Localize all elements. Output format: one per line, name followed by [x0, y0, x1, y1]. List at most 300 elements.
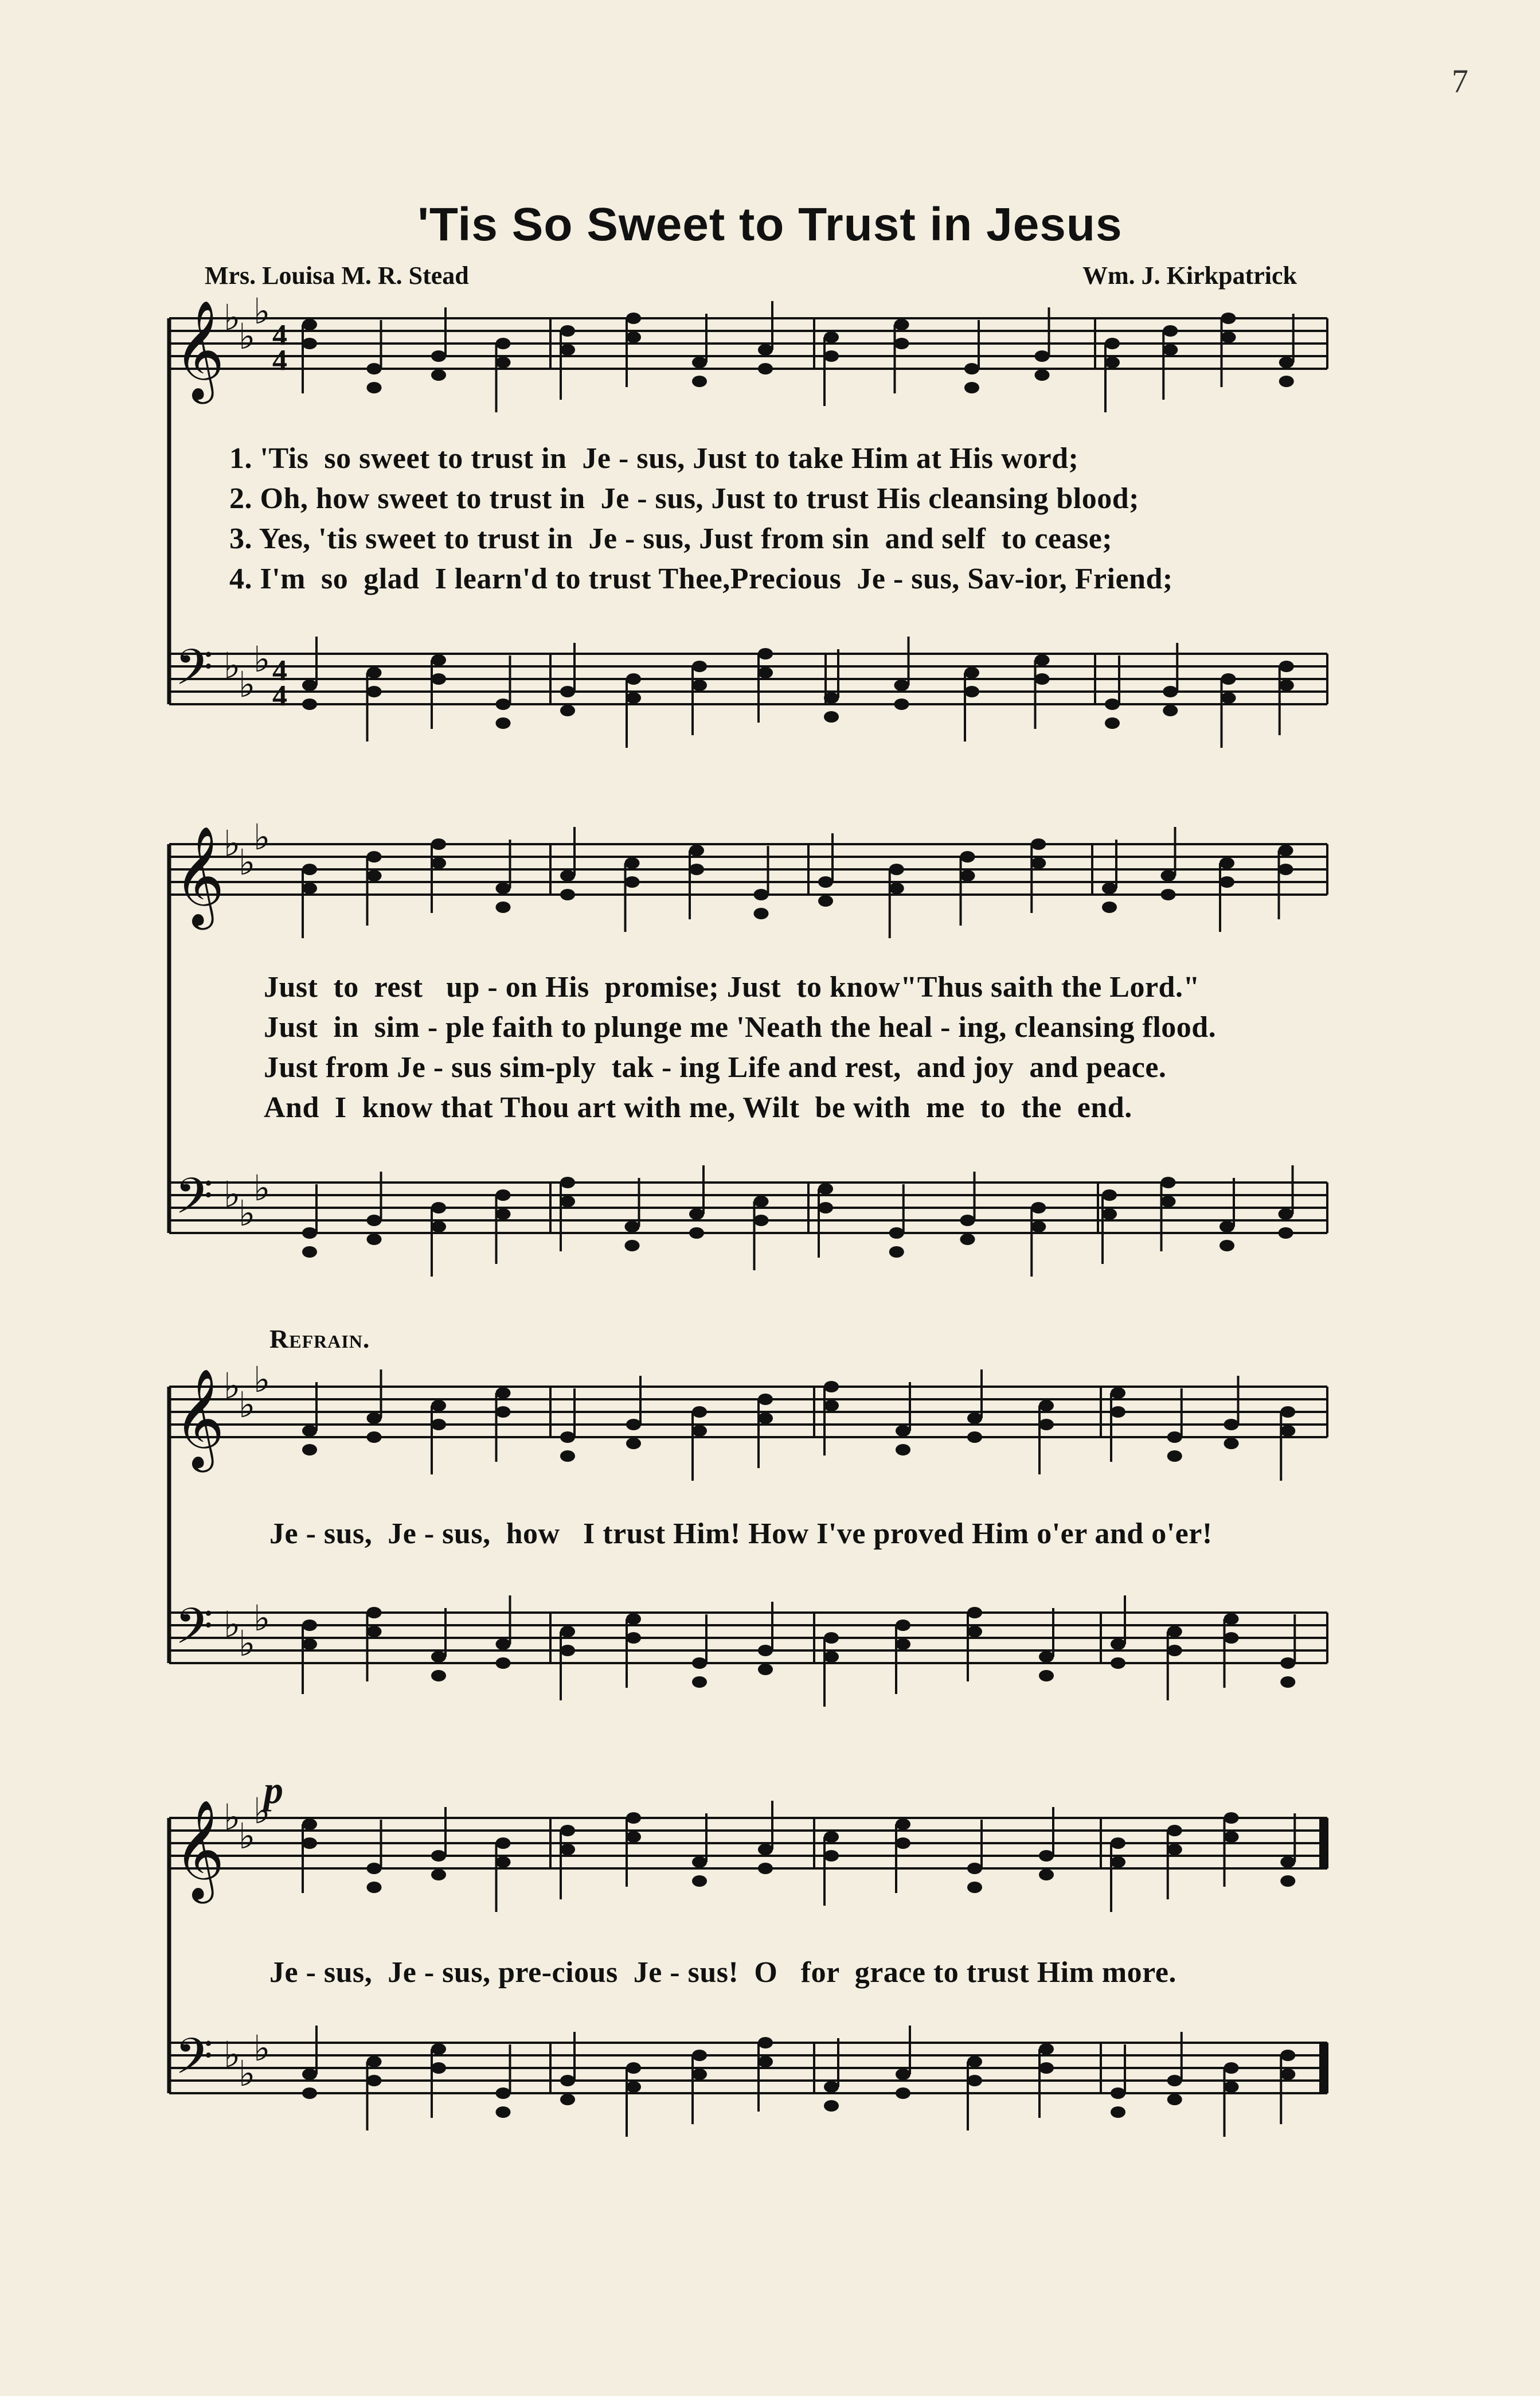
- bass-note: [692, 680, 707, 691]
- treble-note: [896, 1819, 910, 1830]
- bass-note: [367, 1234, 382, 1245]
- bass-note: [431, 2043, 446, 2055]
- bass-note: [1220, 1240, 1234, 1251]
- bass-note: [1105, 698, 1120, 710]
- bass-note: [626, 1613, 641, 1625]
- treble-note: [1111, 1837, 1125, 1849]
- bass-note: [692, 2050, 707, 2061]
- treble-note: [896, 1837, 910, 1849]
- treble-note: [754, 889, 769, 900]
- bass-note: [1035, 673, 1050, 685]
- treble-note: [692, 1856, 707, 1868]
- treble-note: [1102, 902, 1117, 913]
- treble-note: [302, 883, 317, 894]
- bass-note: [758, 667, 773, 678]
- treble-note: [896, 1425, 910, 1437]
- bass-note: [560, 1626, 575, 1637]
- treble-note: [626, 1438, 641, 1449]
- refrain-label: Refrain.: [269, 1324, 370, 1353]
- bass-note: [1221, 673, 1236, 685]
- bass-note: [1224, 1613, 1239, 1625]
- treble-note: [560, 1844, 575, 1855]
- bass-note: [367, 686, 382, 697]
- treble-note: [824, 1850, 839, 1862]
- treble-note: [1280, 1875, 1295, 1887]
- flat-sign: ♭: [224, 2034, 241, 2075]
- bass-note: [1111, 1657, 1125, 1669]
- flat-sign: ♭: [224, 1796, 241, 1838]
- bass-note: [754, 1196, 769, 1207]
- bass-note: [626, 1632, 641, 1644]
- bass-note: [1163, 686, 1178, 697]
- flat-sign: ♭: [253, 1167, 271, 1209]
- time-signature-digit: 4: [272, 319, 287, 352]
- treble-clef: 𝄞: [174, 1368, 225, 1468]
- bass-note: [689, 1208, 704, 1220]
- treble-note: [431, 350, 446, 362]
- verse-3-line-1: 3. Yes, 'tis sweet to trust in Je - sus, Just from sin and self to cease;: [229, 522, 1113, 555]
- flat-sign: ♭: [239, 2052, 256, 2094]
- bass-note: [367, 1607, 382, 1618]
- treble-note: [1279, 357, 1294, 368]
- treble-note: [1163, 325, 1178, 337]
- bass-note: [1279, 680, 1294, 691]
- treble-note: [1280, 1406, 1295, 1418]
- flat-sign: ♭: [239, 315, 256, 357]
- treble-note: [1031, 857, 1046, 869]
- treble-note: [302, 338, 317, 349]
- treble-clef: 𝄞: [174, 826, 225, 926]
- treble-note: [1039, 1400, 1054, 1411]
- bass-note: [1102, 1189, 1117, 1201]
- bass-note: [824, 2100, 839, 2112]
- treble-note: [560, 1825, 575, 1836]
- bass-note: [431, 1670, 446, 1681]
- treble-note: [824, 331, 839, 343]
- treble-note: [1105, 357, 1120, 368]
- flat-sign: ♭: [239, 841, 256, 883]
- treble-note: [692, 1875, 707, 1887]
- treble-note: [560, 870, 575, 881]
- time-signature-digit: 4: [272, 344, 287, 377]
- verse-2-line-1: 2. Oh, how sweet to trust in Je - sus, Just to trust His cleansing blood;: [229, 482, 1139, 515]
- treble-note: [964, 382, 979, 393]
- bass-note: [302, 1246, 317, 1258]
- bass-note: [824, 2081, 839, 2093]
- treble-note: [496, 1406, 511, 1418]
- treble-note: [560, 1450, 575, 1462]
- treble-note: [367, 870, 382, 881]
- flat-sign: ♭: [239, 1192, 256, 1234]
- treble-note: [302, 1837, 317, 1849]
- treble-note: [1105, 338, 1120, 349]
- flat-sign: ♭: [253, 290, 271, 332]
- bass-note: [1111, 1638, 1125, 1650]
- bass-note: [367, 2056, 382, 2067]
- treble-note: [302, 1425, 317, 1437]
- treble-note: [967, 1882, 982, 1893]
- treble-note: [758, 1394, 773, 1405]
- bass-note: [964, 667, 979, 678]
- verse-1-line-2: Just to rest up - on His promise; Just to know"Thus saith the Lord.": [264, 971, 1200, 1004]
- bass-note: [431, 654, 446, 666]
- bass-note: [626, 2062, 641, 2074]
- bass-note: [824, 1632, 839, 1644]
- treble-note: [824, 350, 839, 362]
- bass-note: [692, 1657, 707, 1669]
- flat-sign: ♭: [253, 638, 271, 680]
- treble-note: [1035, 350, 1050, 362]
- bass-clef: 𝄢: [175, 2027, 213, 2097]
- treble-note: [894, 319, 909, 330]
- treble-clef: 𝄞: [174, 1800, 225, 1899]
- treble-clef: 𝄞: [174, 300, 225, 400]
- treble-note: [1221, 331, 1236, 343]
- bass-note: [367, 1215, 382, 1226]
- bass-note: [1167, 2075, 1182, 2086]
- treble-note: [560, 344, 575, 356]
- treble-note: [1279, 845, 1293, 856]
- treble-note: [758, 1844, 773, 1855]
- treble-note: [367, 1882, 382, 1893]
- flat-sign: ♭: [239, 664, 256, 705]
- treble-note: [692, 1406, 707, 1418]
- hymn-title: 'Tis So Sweet to Trust in Jesus: [417, 198, 1123, 251]
- bass-note: [967, 1607, 982, 1618]
- flat-sign: ♭: [224, 645, 241, 686]
- treble-note: [967, 1863, 982, 1874]
- bass-note: [367, 2075, 382, 2086]
- bass-note: [431, 2062, 446, 2074]
- treble-note: [894, 338, 909, 349]
- bass-note: [496, 1657, 511, 1669]
- treble-note: [1224, 1419, 1239, 1430]
- bass-note: [758, 2037, 773, 2048]
- bass-note: [758, 648, 773, 660]
- bass-note: [625, 1221, 640, 1232]
- treble-note: [692, 357, 707, 368]
- treble-note: [967, 1412, 982, 1424]
- bass-note: [758, 2056, 773, 2067]
- treble-note: [431, 857, 446, 869]
- treble-note: [626, 1831, 641, 1843]
- treble-note: [1102, 883, 1117, 894]
- bass-note: [818, 1202, 833, 1213]
- treble-note: [367, 363, 382, 374]
- treble-note: [625, 857, 640, 869]
- bass-note: [960, 1215, 975, 1226]
- bass-note: [1279, 661, 1294, 672]
- treble-note: [1224, 1438, 1239, 1449]
- bass-note: [560, 1645, 575, 1656]
- time-signature-digit: 4: [272, 654, 287, 687]
- refrain-line-2: Je - sus, Je - sus, pre-cious Je - sus! O for grace to trust Him more.: [269, 1956, 1177, 1989]
- treble-note: [824, 1400, 839, 1411]
- treble-note: [1161, 870, 1176, 881]
- treble-note: [824, 1831, 839, 1843]
- bass-note: [496, 2106, 511, 2118]
- verse-4-line-2: And I know that Thou art with me, Wilt be with me to the end.: [264, 1091, 1132, 1124]
- treble-note: [431, 838, 446, 850]
- treble-note: [889, 883, 904, 894]
- treble-note: [560, 889, 575, 900]
- treble-note: [367, 851, 382, 863]
- bass-note: [964, 686, 979, 697]
- flat-sign: ♭: [224, 296, 241, 338]
- treble-note: [689, 845, 704, 856]
- bass-note: [496, 1189, 511, 1201]
- bass-note: [896, 1638, 910, 1650]
- treble-note: [1167, 1431, 1182, 1443]
- treble-note: [1279, 376, 1294, 387]
- bass-note: [560, 705, 575, 716]
- bass-clef: 𝄢: [175, 638, 213, 708]
- bass-note: [496, 1638, 511, 1650]
- bass-note: [1039, 1651, 1054, 1663]
- bass-note: [560, 1196, 575, 1207]
- bass-note: [302, 698, 317, 710]
- bass-note: [1280, 2050, 1295, 2061]
- treble-note: [1111, 1856, 1125, 1868]
- bass-note: [1161, 1196, 1176, 1207]
- bass-note: [1280, 1657, 1295, 1669]
- treble-note: [960, 870, 975, 881]
- treble-note: [302, 864, 317, 875]
- bass-note: [496, 1208, 511, 1220]
- bass-note: [1220, 1221, 1234, 1232]
- bass-note: [967, 1626, 982, 1637]
- time-signature-digit: 4: [272, 680, 287, 712]
- bass-note: [1279, 1227, 1293, 1239]
- bass-note: [367, 1626, 382, 1637]
- bass-note: [302, 1620, 317, 1631]
- treble-note: [960, 851, 975, 863]
- treble-note: [496, 338, 511, 349]
- final-barline: [1319, 1818, 1326, 1868]
- treble-note: [1039, 1850, 1054, 1862]
- bass-note: [692, 2069, 707, 2080]
- bass-note: [496, 2087, 511, 2099]
- verse-3-line-2: Just from Je - sus sim-ply tak - ing Life and rest, and joy and peace.: [264, 1051, 1167, 1084]
- bass-note: [560, 2094, 575, 2105]
- bass-note: [1111, 2106, 1125, 2118]
- bass-note: [1161, 1177, 1176, 1188]
- bass-note: [1105, 717, 1120, 729]
- treble-note: [302, 1819, 317, 1830]
- treble-note: [692, 1425, 707, 1437]
- flat-sign: ♭: [239, 1622, 256, 1664]
- bass-note: [896, 2069, 910, 2080]
- bass-note: [967, 2056, 982, 2067]
- bass-note: [1224, 1632, 1239, 1644]
- bass-note: [431, 673, 446, 685]
- flat-sign: ♭: [224, 1603, 241, 1645]
- bass-note: [626, 2081, 641, 2093]
- treble-note: [967, 1431, 982, 1443]
- treble-note: [1220, 876, 1234, 888]
- bass-note: [889, 1227, 904, 1239]
- bass-note: [302, 680, 317, 691]
- flat-sign: ♭: [253, 1790, 271, 1832]
- bass-clef: 𝄢: [175, 1167, 213, 1237]
- lyricist-credit: Mrs. Louisa M. R. Stead: [205, 262, 469, 290]
- treble-note: [1111, 1406, 1125, 1418]
- treble-note: [1167, 1450, 1182, 1462]
- bass-note: [1224, 2081, 1239, 2093]
- treble-note: [758, 1412, 773, 1424]
- treble-note: [1035, 369, 1050, 381]
- flat-sign: ♭: [253, 816, 271, 858]
- bass-note: [1167, 2094, 1182, 2105]
- bass-clef: 𝄢: [175, 1597, 213, 1667]
- treble-note: [1161, 889, 1176, 900]
- treble-note: [1224, 1831, 1239, 1843]
- treble-note: [1039, 1419, 1054, 1430]
- bass-note: [431, 1221, 446, 1232]
- treble-note: [431, 1869, 446, 1880]
- flat-sign: ♭: [224, 1365, 241, 1407]
- flat-sign: ♭: [224, 822, 241, 864]
- bass-note: [1163, 705, 1178, 716]
- treble-note: [889, 864, 904, 875]
- treble-note: [758, 344, 773, 356]
- bass-note: [758, 1664, 773, 1675]
- bass-note: [1039, 1670, 1054, 1681]
- bass-note: [560, 686, 575, 697]
- bass-note: [1221, 692, 1236, 704]
- bass-note: [894, 698, 909, 710]
- bass-note: [692, 661, 707, 672]
- bass-note: [1102, 1208, 1117, 1220]
- verse-2-line-2: Just in sim - ple faith to plunge me 'Neath the heal - ing, cleansing flood.: [264, 1011, 1217, 1044]
- treble-note: [626, 1812, 641, 1824]
- treble-note: [758, 1863, 773, 1874]
- composer-credit: Wm. J. Kirkpatrick: [1082, 262, 1297, 290]
- treble-note: [818, 876, 833, 888]
- treble-note: [367, 1863, 382, 1874]
- bass-note: [896, 2087, 910, 2099]
- bass-note: [960, 1234, 975, 1245]
- bass-note: [1224, 2062, 1239, 2074]
- bass-note: [1280, 1676, 1295, 1688]
- treble-note: [1167, 1825, 1182, 1836]
- treble-note: [625, 876, 640, 888]
- bass-note: [302, 1638, 317, 1650]
- bass-note: [302, 2087, 317, 2099]
- treble-note: [824, 1381, 839, 1392]
- bass-note: [560, 1177, 575, 1188]
- treble-note: [496, 1856, 511, 1868]
- treble-note: [431, 1400, 446, 1411]
- flat-sign: ♭: [253, 2027, 271, 2069]
- flat-sign: ♭: [239, 1815, 256, 1857]
- verse-4-line-1: 4. I'm so glad I learn'd to trust Thee,Precious Je - sus, Sav-ior, Friend;: [229, 563, 1173, 595]
- treble-note: [818, 895, 833, 907]
- bass-note: [824, 711, 839, 723]
- bass-note: [894, 680, 909, 691]
- bass-note: [431, 1202, 446, 1213]
- flat-sign: ♭: [253, 1359, 271, 1400]
- bass-note: [431, 1651, 446, 1663]
- bass-note: [758, 1645, 773, 1656]
- bass-note: [824, 692, 839, 704]
- treble-note: [1220, 857, 1234, 869]
- treble-note: [302, 319, 317, 330]
- treble-note: [1111, 1387, 1125, 1399]
- bass-note: [560, 2075, 575, 2086]
- bass-note: [1035, 654, 1050, 666]
- verse-1-line-1: 1. 'Tis so sweet to trust in Je - sus, Just to take Him at His word;: [229, 442, 1079, 475]
- treble-note: [689, 864, 704, 875]
- bass-note: [1039, 2062, 1054, 2074]
- bass-note: [625, 1240, 640, 1251]
- bass-note: [1031, 1202, 1046, 1213]
- bass-note: [302, 1227, 317, 1239]
- treble-note: [1039, 1869, 1054, 1880]
- bass-note: [896, 1620, 910, 1631]
- bass-note: [824, 1651, 839, 1663]
- bass-note: [1111, 2087, 1125, 2099]
- treble-note: [496, 902, 511, 913]
- bass-note: [1167, 1645, 1182, 1656]
- treble-note: [496, 1387, 511, 1399]
- bass-note: [1280, 2069, 1295, 2080]
- bass-note: [1167, 1626, 1182, 1637]
- treble-note: [626, 313, 641, 324]
- bass-note: [1031, 1221, 1046, 1232]
- bass-note: [496, 717, 511, 729]
- treble-note: [367, 1412, 382, 1424]
- bass-note: [626, 673, 641, 685]
- bass-note: [818, 1183, 833, 1195]
- bass-note: [754, 1215, 769, 1226]
- treble-note: [758, 363, 773, 374]
- treble-note: [367, 382, 382, 393]
- treble-note: [1279, 864, 1293, 875]
- flat-sign: ♭: [253, 1597, 271, 1639]
- bass-note: [302, 2069, 317, 2080]
- bass-note: [692, 1676, 707, 1688]
- bass-note: [367, 667, 382, 678]
- treble-note: [367, 1431, 382, 1443]
- bass-note: [496, 698, 511, 710]
- bass-note: [967, 2075, 982, 2086]
- bass-note: [1039, 2043, 1054, 2055]
- bass-note: [626, 692, 641, 704]
- treble-note: [896, 1444, 910, 1455]
- treble-note: [496, 1837, 511, 1849]
- final-barline: [1319, 2043, 1326, 2093]
- treble-note: [626, 1419, 641, 1430]
- treble-note: [431, 369, 446, 381]
- bass-note: [889, 1246, 904, 1258]
- treble-note: [431, 1419, 446, 1430]
- treble-note: [692, 376, 707, 387]
- dynamic-piano: p: [264, 1768, 283, 1812]
- bass-note: [1279, 1208, 1293, 1220]
- treble-note: [496, 883, 511, 894]
- flat-sign: ♭: [239, 1384, 256, 1426]
- treble-note: [1280, 1856, 1295, 1868]
- treble-note: [496, 357, 511, 368]
- refrain-line-1: Je - sus, Je - sus, how I trust Him! How I've proved Him o'er and o'er!: [269, 1517, 1213, 1550]
- treble-note: [302, 1444, 317, 1455]
- treble-note: [1163, 344, 1178, 356]
- treble-note: [754, 908, 769, 919]
- treble-note: [1280, 1425, 1295, 1437]
- treble-note: [1224, 1812, 1239, 1824]
- treble-note: [626, 331, 641, 343]
